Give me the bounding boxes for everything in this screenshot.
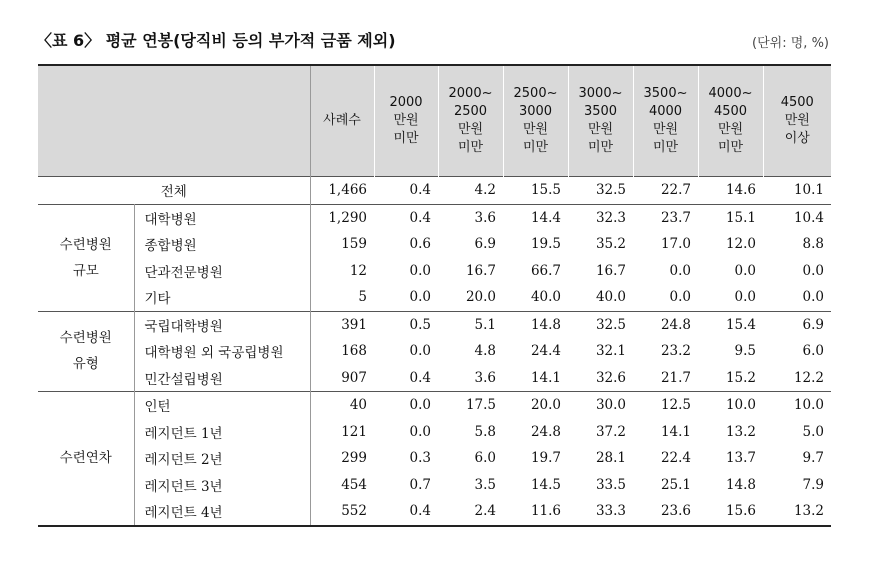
count-cell: 159: [310, 231, 374, 258]
percent-cell: 16.7: [595, 262, 626, 279]
percent-cell: 23.6: [633, 498, 698, 526]
percent-cell: 4.2: [438, 177, 503, 205]
header-col: [374, 65, 438, 177]
percent-cell: 15.4: [698, 311, 763, 338]
table-row: [38, 284, 831, 311]
row-label: 레지던트 1년: [144, 425, 223, 442]
percent-cell: 32.1: [595, 343, 626, 360]
row-label: 단과전문병원: [144, 264, 223, 281]
percent-cell: 32.5: [568, 177, 633, 205]
row-label: 대학병원 외 국공립병원: [144, 345, 284, 362]
percent-cell: 8.8: [802, 236, 824, 253]
percent-cell: 15.1: [698, 204, 763, 231]
percent-cell: 14.8: [503, 311, 568, 338]
percent-cell: 24.4: [530, 343, 561, 360]
row-label: 레지던트 3년: [144, 478, 223, 495]
percent-cell: 32.6: [595, 369, 626, 386]
row-label: 대학병원: [134, 204, 310, 231]
percent-cell: 13.2: [725, 423, 756, 440]
count-cell: 454: [310, 472, 374, 499]
percent-cell: 4.8: [474, 343, 496, 360]
header-col: [633, 65, 698, 177]
percent-cell: 20.0: [503, 392, 568, 419]
percent-cell: 10.1: [763, 177, 831, 205]
percent-cell: 6.9: [474, 236, 496, 253]
table-row: [38, 231, 831, 258]
percent-cell: 0.0: [734, 289, 756, 306]
percent-cell: 0.7: [409, 476, 431, 493]
percent-cell: 19.5: [530, 236, 561, 253]
percent-cell: 14.1: [530, 369, 561, 386]
percent-cell: 25.1: [660, 476, 691, 493]
percent-cell: 14.6: [698, 177, 763, 205]
percent-cell: 0.4: [374, 177, 438, 205]
percent-cell: 10.0: [698, 392, 763, 419]
percent-cell: 22.4: [660, 450, 691, 467]
percent-cell: 23.7: [633, 204, 698, 231]
percent-cell: 6.9: [763, 311, 831, 338]
count-cell: 12: [310, 258, 374, 285]
row-label: 전체: [38, 177, 310, 205]
percent-cell: 32.5: [568, 311, 633, 338]
row-label: 레지던트 4년: [134, 498, 310, 526]
table-row: [38, 365, 831, 392]
percent-cell: 5.8: [474, 423, 496, 440]
percent-cell: 28.1: [595, 450, 626, 467]
percent-cell: 0.6: [409, 236, 431, 253]
percent-cell: 20.0: [465, 289, 496, 306]
percent-cell: 9.5: [734, 343, 756, 360]
header-label: 3000~ 3500 만원 미만: [578, 86, 623, 155]
percent-cell: 17.5: [438, 392, 503, 419]
group-label: 수련병원 규모: [38, 204, 134, 311]
percent-cell: 0.0: [409, 289, 431, 306]
group-label: 수련병원 유형: [38, 311, 134, 392]
header-label: 3500~ 4000 만원 미만: [643, 86, 688, 155]
header-label: 2500~ 3000 만원 미만: [513, 86, 558, 155]
table-row: [38, 311, 831, 338]
header-col: [698, 65, 763, 177]
percent-cell: 33.5: [595, 476, 626, 493]
percent-cell: 14.1: [660, 423, 691, 440]
percent-cell: 40.0: [530, 289, 561, 306]
header-count: [310, 65, 374, 177]
percent-cell: 3.5: [474, 476, 496, 493]
header-label: 2000 만원 미만: [389, 95, 423, 146]
percent-cell: 14.8: [725, 476, 756, 493]
count-cell: 168: [310, 338, 374, 365]
percent-cell: 14.4: [503, 204, 568, 231]
percent-cell: 7.9: [802, 476, 824, 493]
table-row: [38, 419, 831, 446]
percent-cell: 30.0: [568, 392, 633, 419]
header-col: [438, 65, 503, 177]
count-cell: 5: [310, 284, 374, 311]
count-cell: 40: [310, 392, 374, 419]
percent-cell: 37.2: [595, 423, 626, 440]
count-cell: 121: [310, 419, 374, 446]
percent-cell: 12.5: [633, 392, 698, 419]
count-cell: 907: [310, 365, 374, 392]
percent-cell: 0.0: [374, 392, 438, 419]
percent-cell: 0.4: [374, 498, 438, 526]
table-row: [38, 258, 831, 285]
header-col: [503, 65, 568, 177]
table-row: [38, 498, 831, 526]
percent-cell: 15.6: [698, 498, 763, 526]
percent-cell: 0.3: [409, 450, 431, 467]
percent-cell: 17.0: [660, 236, 691, 253]
percent-cell: 16.7: [465, 262, 496, 279]
row-label: 민간설립병원: [144, 371, 223, 388]
percent-cell: 0.0: [669, 262, 691, 279]
percent-cell: 0.0: [802, 262, 824, 279]
percent-cell: 35.2: [595, 236, 626, 253]
percent-cell: 23.2: [660, 343, 691, 360]
percent-cell: 15.5: [503, 177, 568, 205]
unit-note: (단위: 명, %): [752, 36, 829, 51]
row-label: 국립대학병원: [134, 311, 310, 338]
count-cell: 552: [310, 498, 374, 526]
group-label: 수련연차: [38, 392, 134, 526]
table-row: [38, 445, 831, 472]
percent-cell: 3.6: [438, 204, 503, 231]
header-label: 4000~ 4500 만원 미만: [708, 86, 753, 155]
percent-cell: 3.6: [474, 369, 496, 386]
percent-cell: 32.3: [568, 204, 633, 231]
table-body: [38, 177, 831, 526]
count-cell: 299: [310, 445, 374, 472]
percent-cell: 19.7: [530, 450, 561, 467]
row-label: 레지던트 2년: [144, 452, 223, 469]
table-row: [38, 472, 831, 499]
salary-table: [38, 64, 831, 527]
header-label: 사례수: [323, 113, 361, 128]
count-cell: 1,466: [310, 177, 374, 205]
percent-cell: 11.6: [503, 498, 568, 526]
percent-cell: 0.0: [409, 262, 431, 279]
percent-cell: 13.2: [763, 498, 831, 526]
percent-cell: 5.0: [802, 423, 824, 440]
percent-cell: 66.7: [530, 262, 561, 279]
percent-cell: 10.4: [763, 204, 831, 231]
row-label: 기타: [144, 291, 171, 308]
header-col: [763, 65, 831, 177]
percent-cell: 21.7: [660, 369, 691, 386]
header-col: [568, 65, 633, 177]
table-row: [38, 392, 831, 419]
percent-cell: 13.7: [725, 450, 756, 467]
percent-cell: 0.4: [409, 369, 431, 386]
percent-cell: 33.3: [568, 498, 633, 526]
row-label: 인턴: [134, 392, 310, 419]
percent-cell: 0.0: [734, 262, 756, 279]
percent-cell: 12.2: [793, 369, 824, 386]
table-title: 〈표 6〉 평균 연봉(당직비 등의 부가적 금품 제외): [36, 31, 396, 50]
table-row: [38, 204, 831, 231]
percent-cell: 0.5: [374, 311, 438, 338]
percent-cell: 24.8: [633, 311, 698, 338]
percent-cell: 5.1: [438, 311, 503, 338]
percent-cell: 9.7: [802, 450, 824, 467]
header-label: 4500 만원 이상: [780, 95, 814, 146]
row-label: 종합병원: [144, 238, 197, 255]
percent-cell: 40.0: [595, 289, 626, 306]
percent-cell: 0.0: [409, 343, 431, 360]
table-row: [38, 338, 831, 365]
percent-cell: 2.4: [438, 498, 503, 526]
percent-cell: 6.0: [802, 343, 824, 360]
percent-cell: 0.0: [409, 423, 431, 440]
table-row-total: [38, 177, 831, 205]
percent-cell: 0.0: [802, 289, 824, 306]
header-label: 2000~ 2500 만원 미만: [448, 86, 493, 155]
percent-cell: 14.5: [530, 476, 561, 493]
percent-cell: 6.0: [474, 450, 496, 467]
percent-cell: 0.0: [669, 289, 691, 306]
header-blank: [38, 65, 310, 177]
percent-cell: 10.0: [763, 392, 831, 419]
percent-cell: 22.7: [633, 177, 698, 205]
percent-cell: 12.0: [725, 236, 756, 253]
percent-cell: 24.8: [530, 423, 561, 440]
count-cell: 391: [310, 311, 374, 338]
count-cell: 1,290: [310, 204, 374, 231]
percent-cell: 15.2: [725, 369, 756, 386]
percent-cell: 0.4: [374, 204, 438, 231]
header-row: [38, 65, 831, 177]
